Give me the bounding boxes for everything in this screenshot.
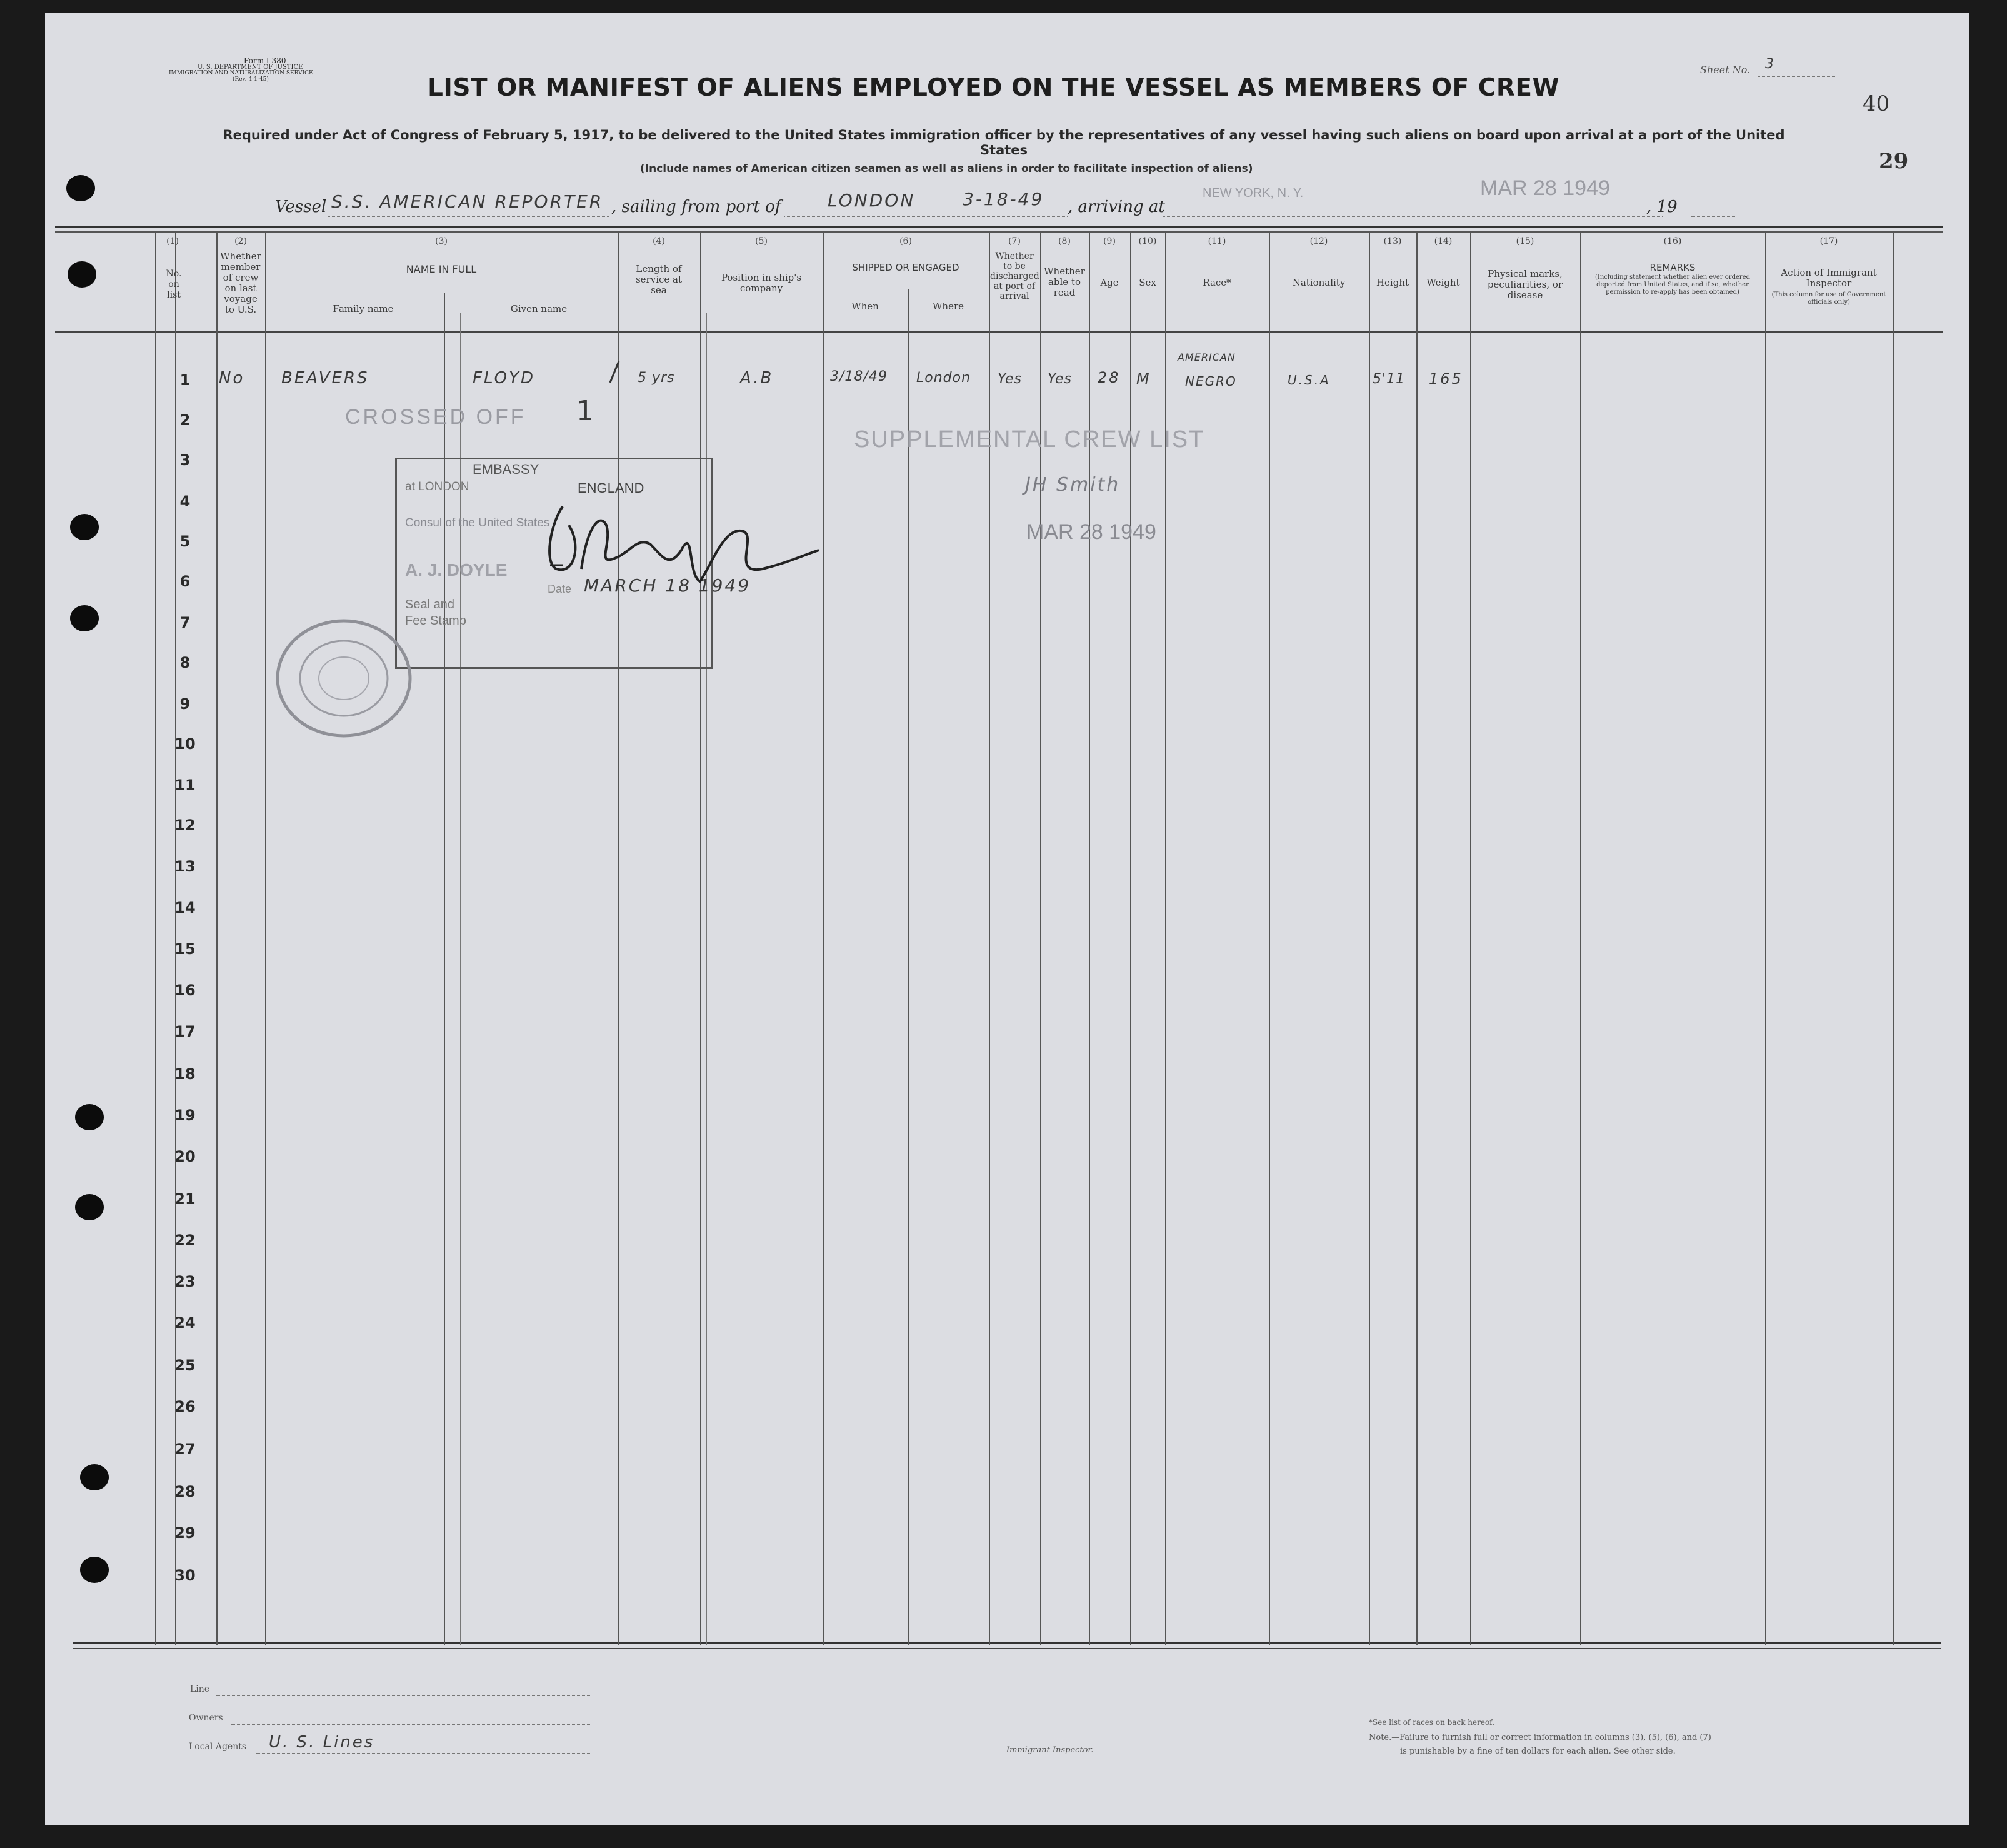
col-9-header: Age bbox=[1100, 277, 1119, 288]
arrival-line bbox=[1163, 216, 1663, 217]
row-number: 15 bbox=[174, 940, 196, 958]
row-number: 11 bbox=[174, 776, 196, 794]
row-number: 3 bbox=[179, 451, 191, 469]
col-1-number: (1) bbox=[166, 236, 179, 246]
year-label: , 19 bbox=[1646, 198, 1678, 216]
row-number: 29 bbox=[174, 1524, 196, 1542]
inspector-initials: JH Smith bbox=[1025, 474, 1121, 496]
col-divider bbox=[1580, 231, 1581, 1645]
col-11-header: Race* bbox=[1203, 277, 1231, 288]
owners-label: Owners bbox=[189, 1713, 223, 1723]
col-14-number: (14) bbox=[1434, 236, 1453, 246]
row-number: 22 bbox=[174, 1232, 196, 1249]
page-number-alt: 29 bbox=[1879, 149, 1909, 174]
col-divider bbox=[618, 231, 619, 1645]
form-rev: (Rev. 4-1-45) bbox=[233, 76, 269, 83]
col-17-note: (This column for use of Government officials only) bbox=[1771, 291, 1886, 306]
row-number: 19 bbox=[174, 1107, 196, 1124]
header-bottom-rule bbox=[55, 331, 1943, 333]
supplemental-date: MAR 28 1949 bbox=[1026, 520, 1156, 544]
table-top-rule bbox=[55, 226, 1943, 228]
line-field bbox=[216, 1695, 591, 1696]
seal-stamp bbox=[269, 613, 419, 744]
col-13-number: (13) bbox=[1383, 236, 1402, 246]
col-4-number: (4) bbox=[653, 236, 665, 246]
row-number: 20 bbox=[174, 1148, 196, 1165]
embassy-line4: Consul of the United States bbox=[405, 516, 550, 530]
port-line bbox=[784, 216, 1068, 217]
col-8-number: (8) bbox=[1058, 236, 1071, 246]
punch-hole bbox=[70, 514, 99, 540]
col-6-number: (6) bbox=[899, 236, 912, 246]
supplemental-stamp: SUPPLEMENTAL CREW LIST bbox=[854, 426, 1205, 453]
col-1-header: No. on list bbox=[166, 269, 182, 300]
entry-service: 5 yrs bbox=[638, 370, 675, 386]
arriving-port-stamp: NEW YORK, N. Y. bbox=[1203, 186, 1304, 200]
races-note: *See list of races on back hereof. bbox=[1369, 1718, 1495, 1727]
col-divider bbox=[1765, 231, 1766, 1645]
embassy-line2: at LONDON bbox=[405, 480, 469, 493]
row-number: 23 bbox=[174, 1273, 196, 1290]
col-12-number: (12) bbox=[1309, 236, 1328, 246]
tick-mark bbox=[608, 359, 623, 384]
row-number: 12 bbox=[174, 816, 196, 834]
row-number: 18 bbox=[174, 1065, 196, 1083]
col-16-header: REMARKS bbox=[1649, 262, 1696, 273]
row-number: 4 bbox=[179, 493, 191, 510]
page-number: 40 bbox=[1863, 91, 1890, 116]
punch-hole bbox=[66, 175, 95, 201]
entry-sex: M bbox=[1136, 370, 1151, 388]
punch-hole bbox=[80, 1464, 109, 1490]
col-15-number: (15) bbox=[1516, 236, 1534, 246]
penalty-note-1: Note.—Failure to furnish full or correct information in columns (3), (5), (6), and (7) bbox=[1369, 1733, 1711, 1742]
arriving-label: , arriving at bbox=[1068, 198, 1165, 216]
seal-label: Seal and bbox=[405, 598, 454, 611]
col-2-header: Whether member of crew on last voyage to U.S. bbox=[220, 251, 261, 315]
col-divider bbox=[1416, 231, 1418, 1645]
row-number: 6 bbox=[179, 573, 191, 590]
col-5-header: Position in ship's company bbox=[721, 272, 802, 294]
entry-race-2: NEGRO bbox=[1185, 374, 1237, 389]
punch-hole bbox=[75, 1104, 104, 1130]
vessel-label: Vessel bbox=[275, 198, 327, 216]
year-line bbox=[1691, 216, 1735, 217]
col-15-header: Physical marks, peculiarities, or disease bbox=[1487, 268, 1563, 301]
row-number: 7 bbox=[179, 614, 191, 631]
row-number: 14 bbox=[174, 899, 196, 916]
col-7-number: (7) bbox=[1008, 236, 1021, 246]
row-number: 13 bbox=[174, 858, 196, 875]
entry-position: A.B bbox=[740, 369, 774, 388]
punch-hole bbox=[68, 261, 96, 288]
row-number: 5 bbox=[179, 533, 191, 550]
row-number: 25 bbox=[174, 1357, 196, 1374]
row-number: 17 bbox=[174, 1023, 196, 1040]
col-4-header: Length of service at sea bbox=[635, 263, 683, 296]
col-16-number: (16) bbox=[1663, 236, 1682, 246]
row-number: 27 bbox=[174, 1440, 196, 1458]
agents-field bbox=[256, 1753, 591, 1754]
manifest-subtitle: Required under Act of Congress of February 5, 1917, to be delivered to the United States immigration officer by the representatives of any vessel having such aliens on board upon arrival at a port of the United States bbox=[223, 128, 1785, 158]
crossed-off-stamp: CROSSED OFF bbox=[345, 405, 526, 429]
embassy-line3: ENGLAND bbox=[578, 480, 644, 496]
col-divider bbox=[175, 231, 176, 1645]
entry-where: London bbox=[916, 370, 971, 386]
entry-crew-last-voyage: No bbox=[219, 369, 245, 388]
col-3-number: (3) bbox=[435, 236, 448, 246]
col-13-header: Height bbox=[1376, 277, 1409, 288]
col-2-number: (2) bbox=[234, 236, 247, 246]
sheet-label: Sheet No. bbox=[1700, 64, 1751, 76]
entry-family-name: BEAVERS bbox=[281, 369, 369, 388]
row-number: 10 bbox=[174, 735, 196, 753]
entry-race-1: AMERICAN bbox=[1178, 351, 1236, 363]
col-divider bbox=[1470, 231, 1471, 1645]
col-7-header: Whether to be discharged at port of arrival bbox=[990, 251, 1039, 301]
col-11-number: (11) bbox=[1208, 236, 1226, 246]
col-6-where: Where bbox=[932, 301, 964, 312]
manifest-note: (Include names of American citizen seamen as well as aliens in order to facilitate inspection of aliens) bbox=[640, 163, 1253, 175]
col-16-note: (Including statement whether alien ever ordered deported from United States, and if so, whether permission to re-apply has been obtained) bbox=[1594, 274, 1751, 296]
arriving-date-stamp: MAR 28 1949 bbox=[1480, 176, 1610, 200]
embassy-line1: EMBASSY bbox=[473, 461, 539, 477]
col-3-given-name: Given name bbox=[510, 303, 568, 314]
col-10-header: Sex bbox=[1139, 277, 1156, 288]
line-label: Line bbox=[190, 1684, 210, 1694]
agents-label: Local Agents bbox=[189, 1742, 247, 1752]
col-divider bbox=[1893, 231, 1894, 1645]
col-divider bbox=[908, 289, 909, 1645]
manifest-title: LIST OR MANIFEST OF ALIENS EMPLOYED ON THE VESSEL AS MEMBERS OF CREW bbox=[428, 74, 1560, 102]
consul-signature bbox=[525, 488, 825, 588]
col-17-header: Action of Immigrant Inspector bbox=[1781, 267, 1877, 289]
entry-read: Yes bbox=[1048, 371, 1073, 387]
entry-discharged: Yes bbox=[998, 371, 1023, 387]
departure-port: LONDON bbox=[828, 190, 916, 211]
vessel-name: S.S. AMERICAN REPORTER bbox=[331, 191, 604, 212]
col-6-header: SHIPPED OR ENGAGED bbox=[852, 262, 959, 273]
row-number: 28 bbox=[174, 1483, 196, 1500]
sheet-number-line bbox=[1758, 76, 1835, 77]
col-divider bbox=[1269, 231, 1270, 1645]
col-divider bbox=[823, 231, 824, 1645]
form-agency: U. S. DEPARTMENT OF JUSTICE bbox=[198, 64, 303, 71]
col-17-number: (17) bbox=[1819, 236, 1838, 246]
col-divider bbox=[700, 231, 701, 1645]
entry-height: 5'11 bbox=[1373, 371, 1406, 387]
col-divider bbox=[265, 231, 266, 1645]
table-top-rule-2 bbox=[55, 231, 1943, 233]
agents-value: U. S. Lines bbox=[269, 1733, 375, 1752]
crossed-off-count: 1 bbox=[576, 395, 596, 427]
penalty-note-2: is punishable by a fine of ten dollars for each alien. See other side. bbox=[1400, 1747, 1676, 1756]
punch-hole bbox=[80, 1557, 109, 1583]
row-number: 16 bbox=[174, 982, 196, 999]
departure-date: 3-18-49 bbox=[963, 189, 1044, 209]
row-number: 30 bbox=[174, 1567, 196, 1584]
table-bottom-rule bbox=[73, 1642, 1941, 1644]
row-number: 8 bbox=[179, 654, 191, 671]
row-number: 1 bbox=[179, 371, 191, 389]
col-10-number: (10) bbox=[1138, 236, 1157, 246]
owners-field bbox=[231, 1724, 591, 1725]
punch-hole bbox=[70, 605, 99, 631]
entry-nationality: U.S.A bbox=[1288, 373, 1331, 388]
table-bottom-rule-2 bbox=[73, 1648, 1941, 1649]
inspector-label: Immigrant Inspector. bbox=[1006, 1745, 1094, 1755]
col-divider bbox=[1369, 231, 1370, 1645]
entry-given-name: FLOYD bbox=[473, 369, 536, 388]
form-service: IMMIGRATION AND NATURALIZATION SERVICE bbox=[169, 70, 313, 76]
row-number: 24 bbox=[174, 1314, 196, 1332]
col-3-header: NAME IN FULL bbox=[406, 263, 477, 275]
row-number: 9 bbox=[179, 695, 191, 713]
consul-name: A. J. DOYLE bbox=[405, 560, 508, 580]
sheet-number: 3 bbox=[1765, 56, 1776, 72]
entry-age: 28 bbox=[1098, 369, 1121, 386]
col-12-header: Nationality bbox=[1292, 277, 1346, 288]
row-number: 26 bbox=[174, 1398, 196, 1415]
col-3-family-name: Family name bbox=[333, 303, 394, 314]
entry-when: 3/18/49 bbox=[830, 369, 888, 384]
fee-stamp-label: Fee Stamp bbox=[405, 614, 466, 628]
col-6-when: When bbox=[851, 301, 879, 312]
sailing-label: , sailing from port of bbox=[611, 198, 781, 216]
row-number: 2 bbox=[179, 411, 191, 429]
col-5-number: (5) bbox=[755, 236, 768, 246]
col-9-number: (9) bbox=[1103, 236, 1116, 246]
stamp-date-label: Date bbox=[548, 583, 572, 595]
entry-weight: 165 bbox=[1429, 370, 1463, 388]
col-8-header: Whether able to read bbox=[1044, 266, 1085, 298]
stamp-date-value: MARCH 18 1949 bbox=[584, 575, 751, 596]
col-divider bbox=[216, 231, 218, 1645]
col-14-header: Weight bbox=[1426, 277, 1460, 288]
row-number: 21 bbox=[174, 1190, 196, 1208]
vessel-name-line bbox=[328, 216, 609, 217]
punch-hole bbox=[75, 1194, 104, 1220]
form-id: Form I-380 bbox=[244, 56, 286, 65]
col-divider bbox=[155, 231, 156, 1645]
